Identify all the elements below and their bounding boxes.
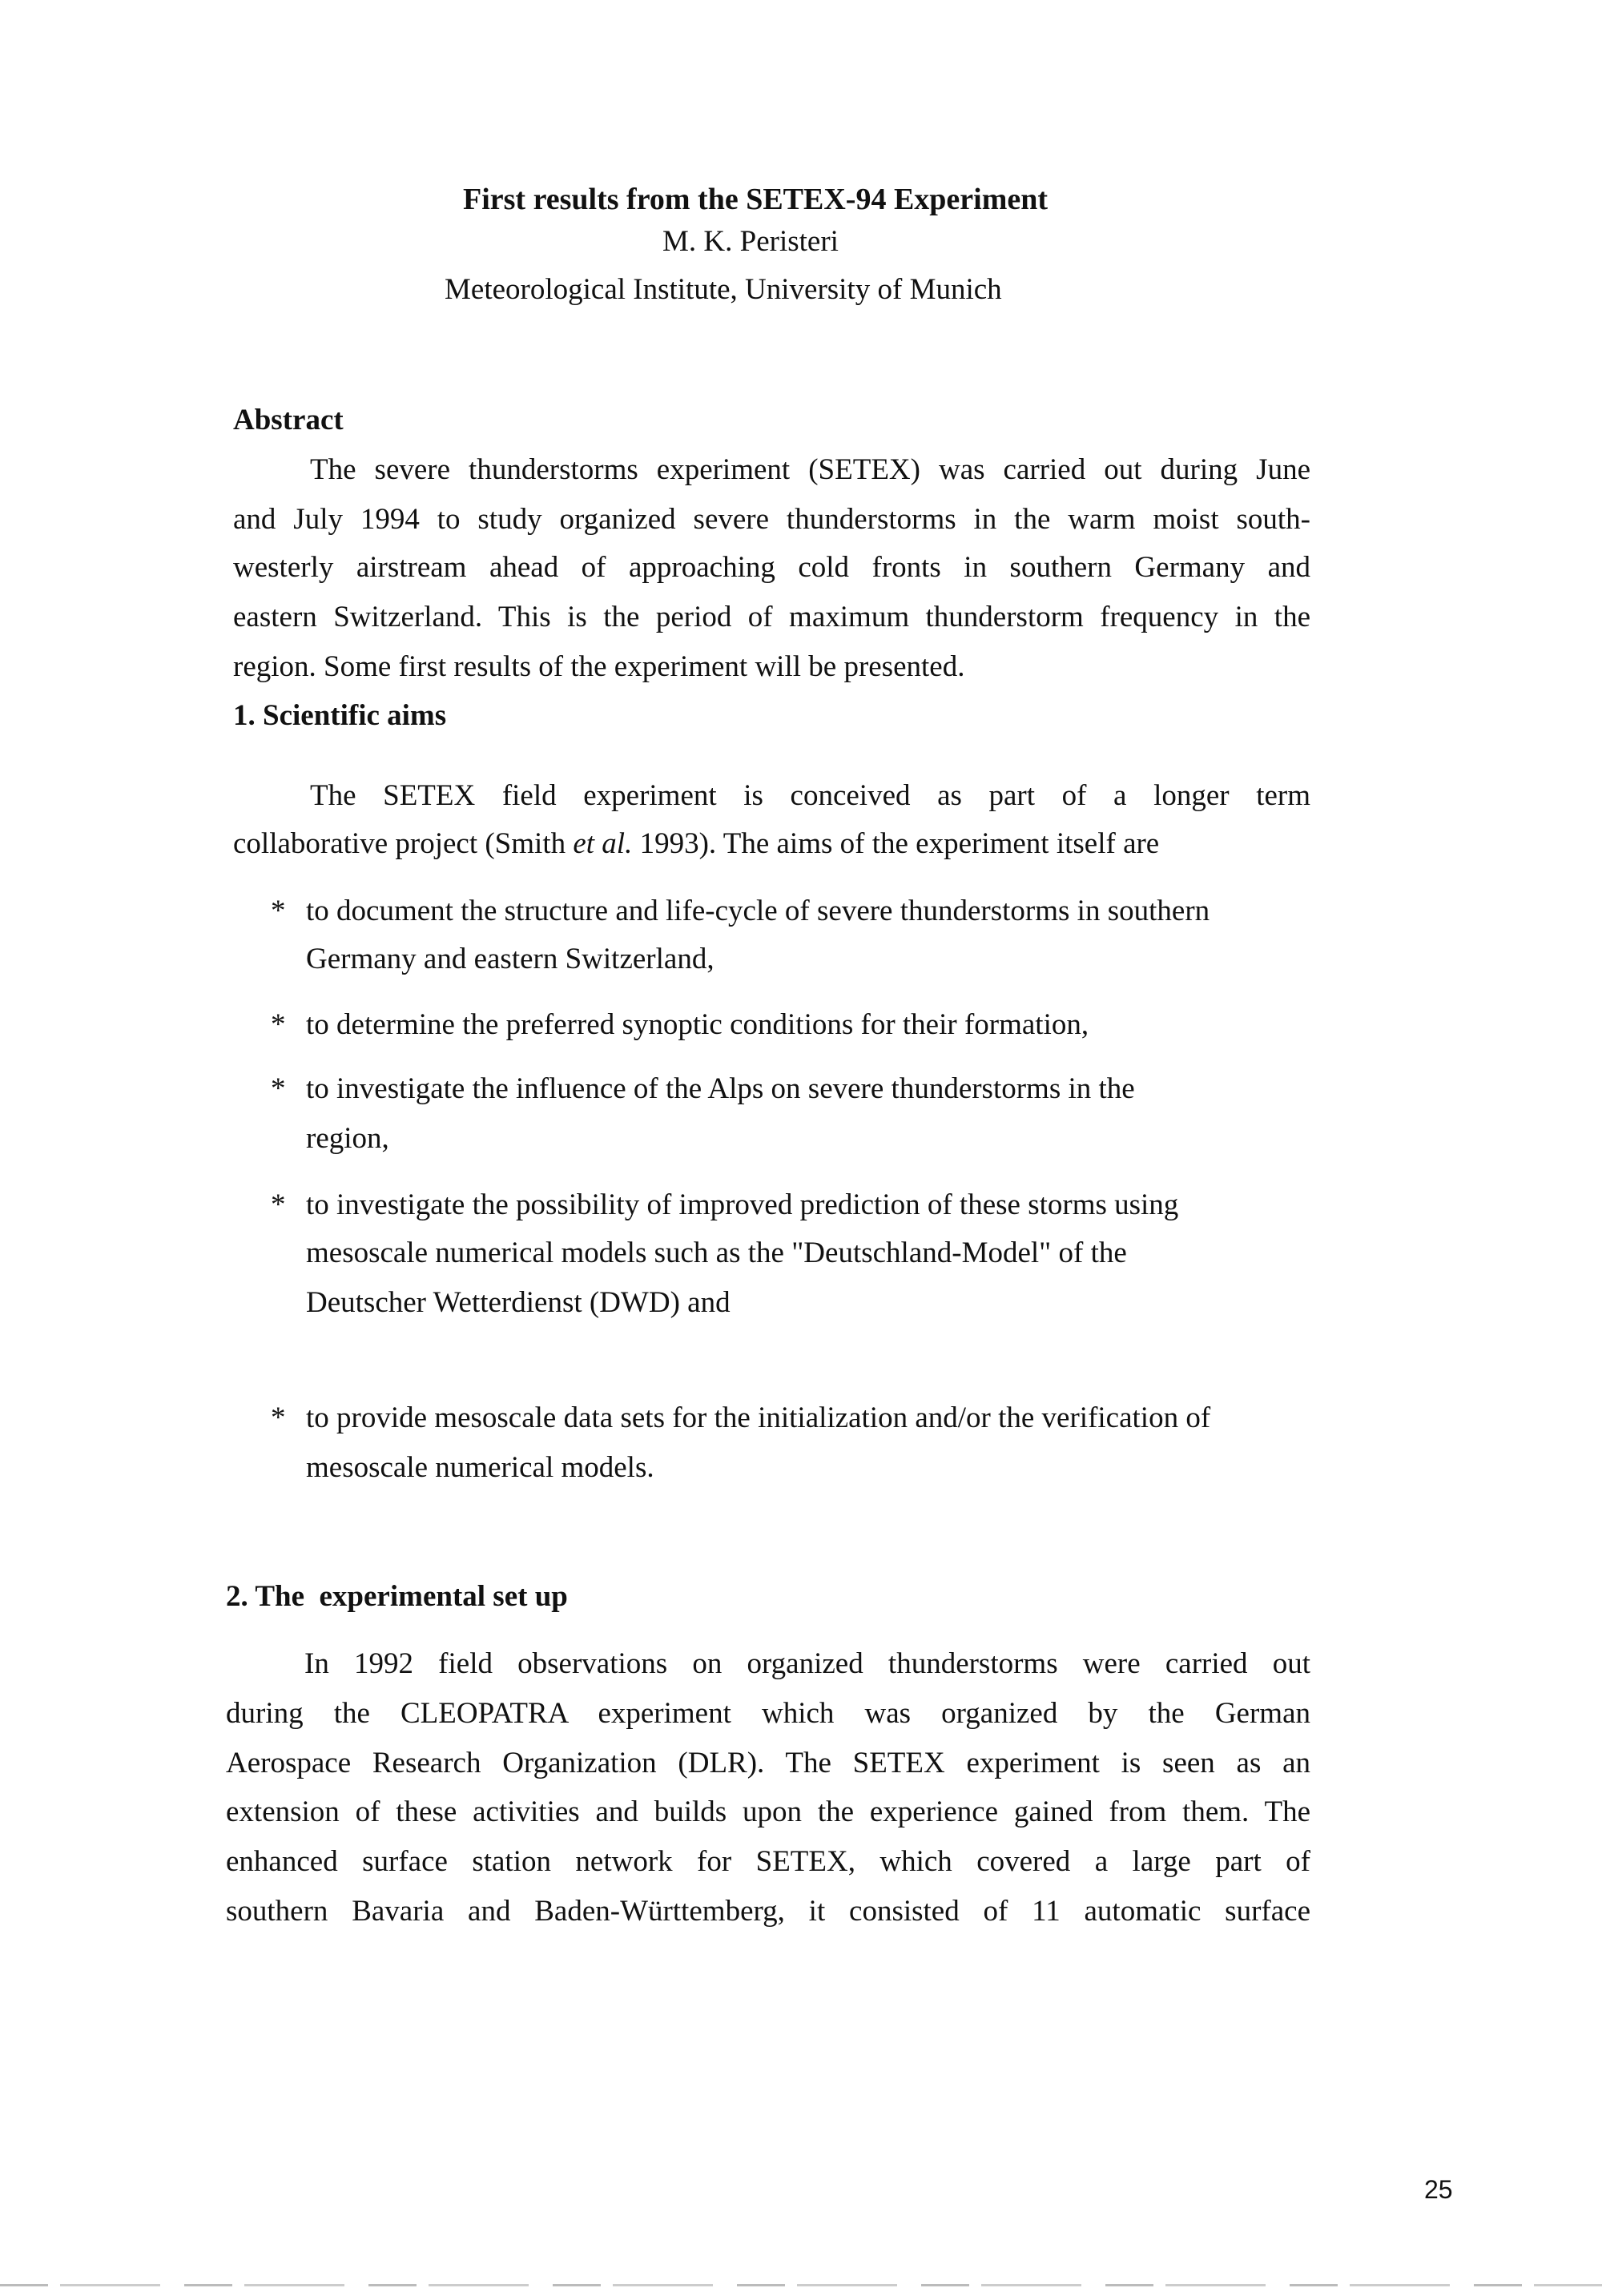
scan-edge-divider bbox=[0, 2284, 1602, 2286]
paper-title: First results from the SETEX-94 Experiment bbox=[463, 183, 1049, 216]
author: M. K. Peristeri bbox=[662, 225, 839, 258]
section1-line bbox=[233, 819, 1159, 869]
abstract-line: eastern Switzerland. This is the period of maximum thunderstorm frequency in the bbox=[233, 601, 1310, 633]
affiliation: Meteorological Institute, University of Munich bbox=[445, 273, 1002, 306]
citation-et-al: et al. bbox=[573, 827, 633, 860]
bullet-icon: * bbox=[271, 895, 286, 927]
bullet-icon: * bbox=[271, 1401, 286, 1434]
section1-heading: 1. Scientific aims bbox=[233, 699, 447, 732]
aim-item: mesoscale numerical models such as the "Deutschland-Model" of the bbox=[306, 1236, 1127, 1269]
aim-item: region, bbox=[306, 1122, 389, 1155]
aim-item: to determine the preferred synoptic conditions for their formation, bbox=[306, 1008, 1089, 1041]
abstract-heading: Abstract bbox=[233, 404, 344, 436]
bullet-icon: * bbox=[271, 1008, 286, 1041]
section1-line-text: 1993). The aims of the experiment itself are bbox=[632, 827, 1160, 860]
abstract-line: region. Some first results of the experiment will be presented. bbox=[233, 650, 965, 683]
section2-line: during the CLEOPATRA experiment which was organized by the German bbox=[226, 1697, 1310, 1730]
section2-line: southern Bavaria and Baden-Württemberg, it consisted of 11 automatic surface bbox=[226, 1895, 1310, 1928]
aim-item: Germany and eastern Switzerland, bbox=[306, 943, 714, 975]
bullet-icon: * bbox=[271, 1188, 286, 1221]
aim-item: to provide mesoscale data sets for the initialization and/or the verification of bbox=[306, 1401, 1211, 1434]
section2-line: extension of these activities and builds upon the experience gained from them. The bbox=[226, 1795, 1310, 1828]
section2-line: In 1992 field observations on organized thunderstorms were carried out bbox=[304, 1647, 1310, 1680]
page-number: 25 bbox=[1424, 2175, 1453, 2204]
aim-item: to investigate the influence of the Alps on severe thunderstorms in the bbox=[306, 1072, 1135, 1105]
section2-heading: 2. The experimental set up bbox=[226, 1580, 568, 1613]
section1-line: The SETEX field experiment is conceived as part of a longer term bbox=[310, 779, 1310, 812]
section1-line-text: collaborative project (Smith bbox=[233, 827, 574, 860]
section2-line: Aerospace Research Organization (DLR). The SETEX experiment is seen as an bbox=[226, 1747, 1310, 1779]
aim-item: to document the structure and life-cycle of severe thunderstorms in southern bbox=[306, 895, 1210, 927]
abstract-line: and July 1994 to study organized severe thunderstorms in the warm moist south- bbox=[233, 503, 1310, 536]
section2-line: enhanced surface station network for SETEX, which covered a large part of bbox=[226, 1845, 1310, 1878]
abstract-line: The severe thunderstorms experiment (SETEX) was carried out during June bbox=[310, 453, 1310, 486]
bullet-icon: * bbox=[271, 1072, 286, 1105]
aim-item: mesoscale numerical models. bbox=[306, 1451, 654, 1484]
aim-item: to investigate the possibility of improved prediction of these storms using bbox=[306, 1188, 1179, 1221]
aim-item: Deutscher Wetterdienst (DWD) and bbox=[306, 1286, 731, 1319]
abstract-line: westerly airstream ahead of approaching cold fronts in southern Germany and bbox=[233, 551, 1310, 584]
